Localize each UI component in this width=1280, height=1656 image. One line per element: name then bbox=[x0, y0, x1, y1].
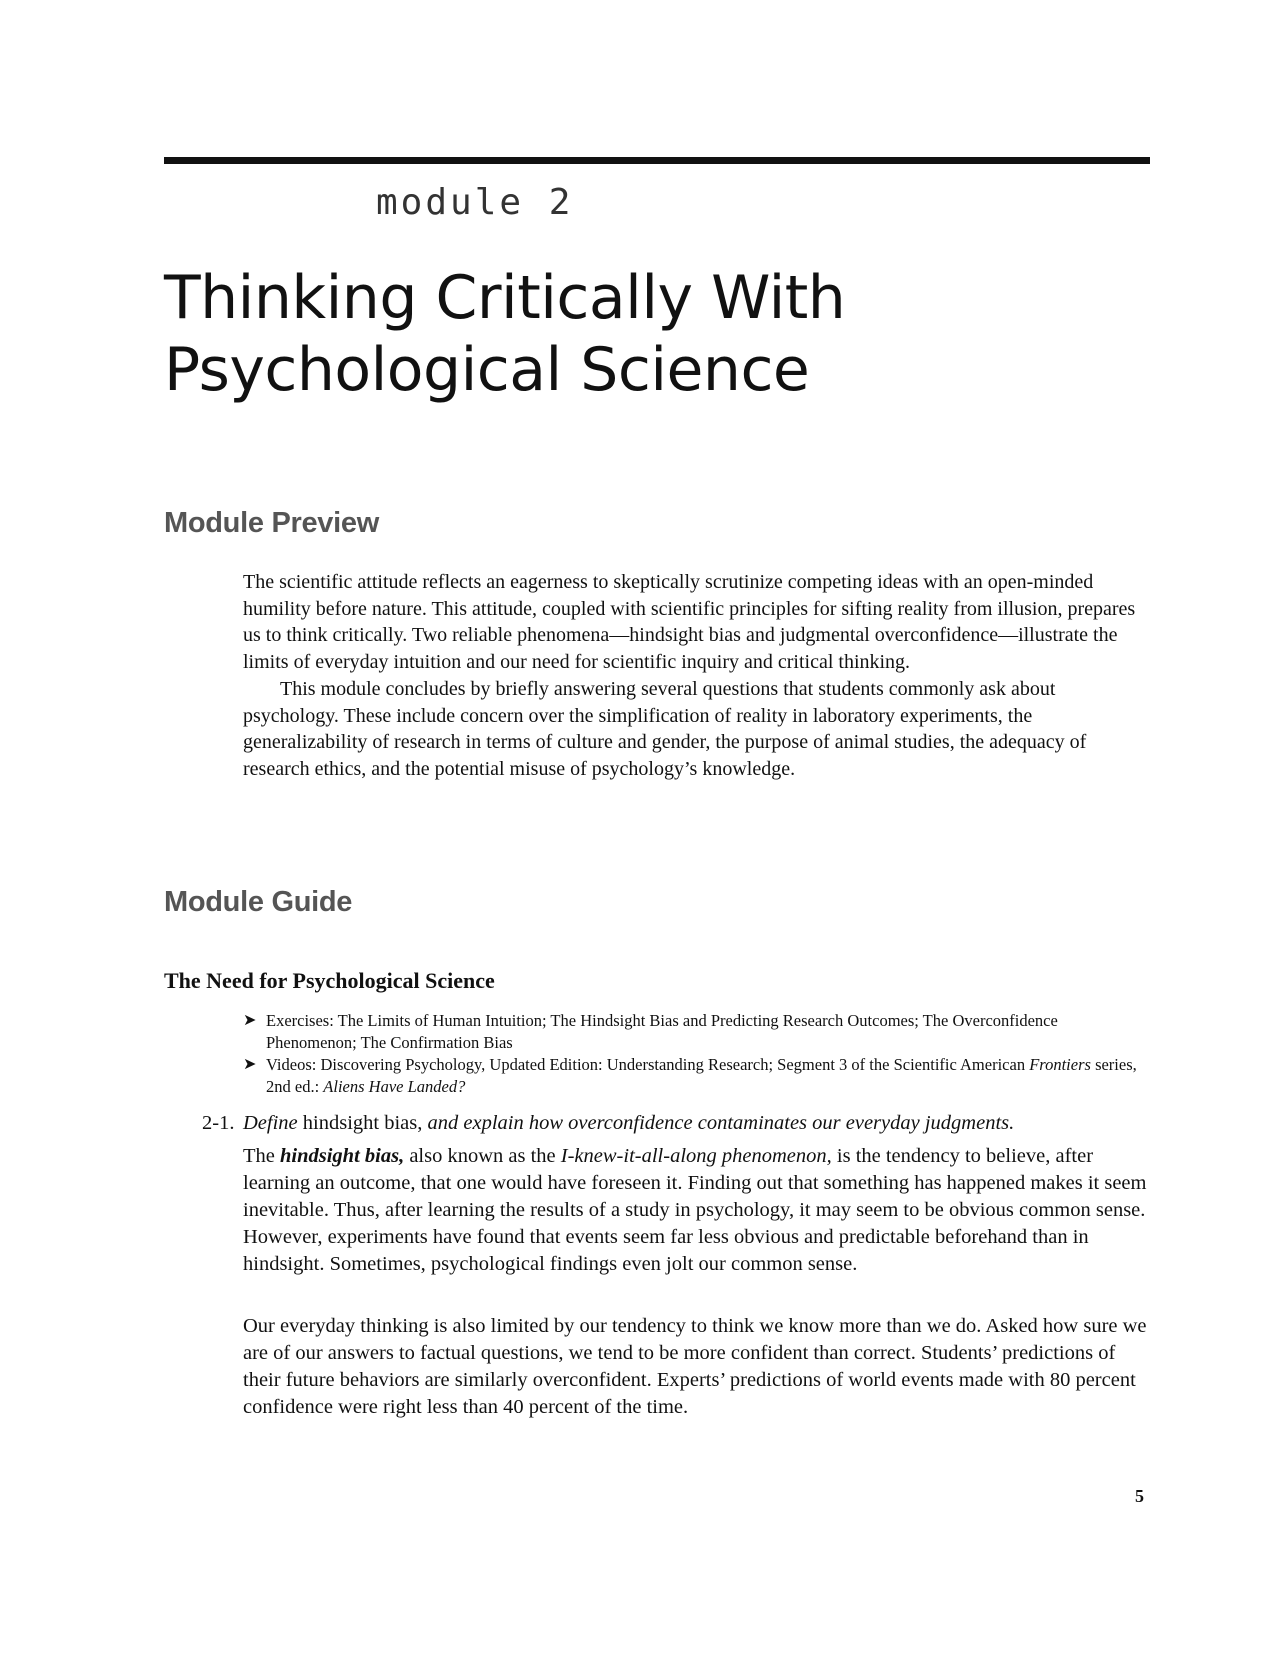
videos-middle: series, 2nd ed.: bbox=[266, 1055, 1137, 1096]
arrowhead-icon: ➤ bbox=[243, 1056, 257, 1073]
answer-1-rest: is the tendency to believe, after learning an outcome, that one would have foreseen it. Finding out that something has happened makes it seem inevitable. Thus, after learning the results of a study in psychology, it may seem to be obvious common sense. However, experiments have found that events seem far less obvious and predictable beforehand than in hindsight. Sometimes, psychological findings even jolt our common sense. bbox=[243, 1145, 1147, 1275]
key-term-alias: I-knew-it-all-along phenomenon, bbox=[560, 1145, 832, 1167]
answer-paragraph-2: Our everyday thinking is also limited by our tendency to think we know more than we do. Asked how sure we are of our answers to factual questions, we tend to be more confident than correct. Students’ predictions of their future behaviors are similarly overconfident. Experts’ predictions of world events made with 80 percent confidence were right less than 40 percent of the time. bbox=[243, 1315, 1147, 1418]
section-subheading: The Need for Psychological Science bbox=[164, 968, 495, 993]
title-line-2: Psychological Science bbox=[164, 335, 810, 405]
arrowhead-icon: ➤ bbox=[243, 1012, 257, 1029]
answer-1-middle: also known as the bbox=[404, 1145, 561, 1167]
module-guide-heading: Module Guide bbox=[164, 886, 353, 918]
videos-series: Frontiers bbox=[1029, 1055, 1091, 1074]
videos-text: Videos: Discovering Psychology, Updated Edition: Understanding Research; Segment 3 of the Scientific American bbox=[266, 1055, 1030, 1074]
module-preview-heading: Module Preview bbox=[164, 507, 379, 539]
preview-paragraph-2: This module concludes by briefly answering several questions that students commonly ask about psychology. These include concern over the simplification of reality in laboratory experiments, the generalizability of research in terms of culture and gender, the purpose of animal studies, the adequacy of research ethics, and the potential misuse of psychology’s knowledge. bbox=[243, 677, 1087, 780]
objective-number: 2-1. bbox=[202, 1112, 235, 1134]
exercises-text: Exercises: The Limits of Human Intuition; The Hindsight Bias and Predicting Research Outcomes; The Overconfidence Phenomenon; The Confirmation Bias bbox=[266, 1011, 1058, 1052]
resource-item-videos bbox=[243, 1054, 1143, 1098]
page-number: 5 bbox=[1135, 1486, 1144, 1506]
top-rule bbox=[164, 157, 1150, 164]
resource-item-exercises bbox=[243, 1010, 1143, 1054]
videos-segment: Aliens Have Landed? bbox=[323, 1077, 466, 1096]
page-title bbox=[164, 262, 845, 406]
learning-objective bbox=[202, 1110, 1162, 1137]
objective-rest: and explain how overconfidence contaminates our everyday judgments. bbox=[427, 1112, 1015, 1134]
title-line-1: Thinking Critically With bbox=[164, 263, 846, 333]
resource-list bbox=[243, 1010, 1143, 1098]
answer-1-start: The bbox=[243, 1145, 280, 1167]
module-preview-body bbox=[243, 569, 1153, 783]
preview-paragraph-1: The scientific attitude reflects an eagerness to skeptically scrutinize competing ideas with an open-minded humility before nature. This attitude, coupled with scientific principles for sifting reality from illusion, prepares us to think critically. Two reliable phenomena—hindsight bias and judgmental overconfidence—illustrate the limits of everyday intuition and our need for scientific inquiry and critical thinking. bbox=[243, 571, 1136, 674]
objective-define: Define bbox=[243, 1112, 298, 1134]
answer-paragraph-1 bbox=[243, 1143, 1153, 1278]
key-term-hindsight-bias: hindsight bias, bbox=[280, 1145, 405, 1167]
objective-term: hindsight bias, bbox=[297, 1112, 428, 1134]
module-label: module 2 bbox=[376, 182, 574, 223]
